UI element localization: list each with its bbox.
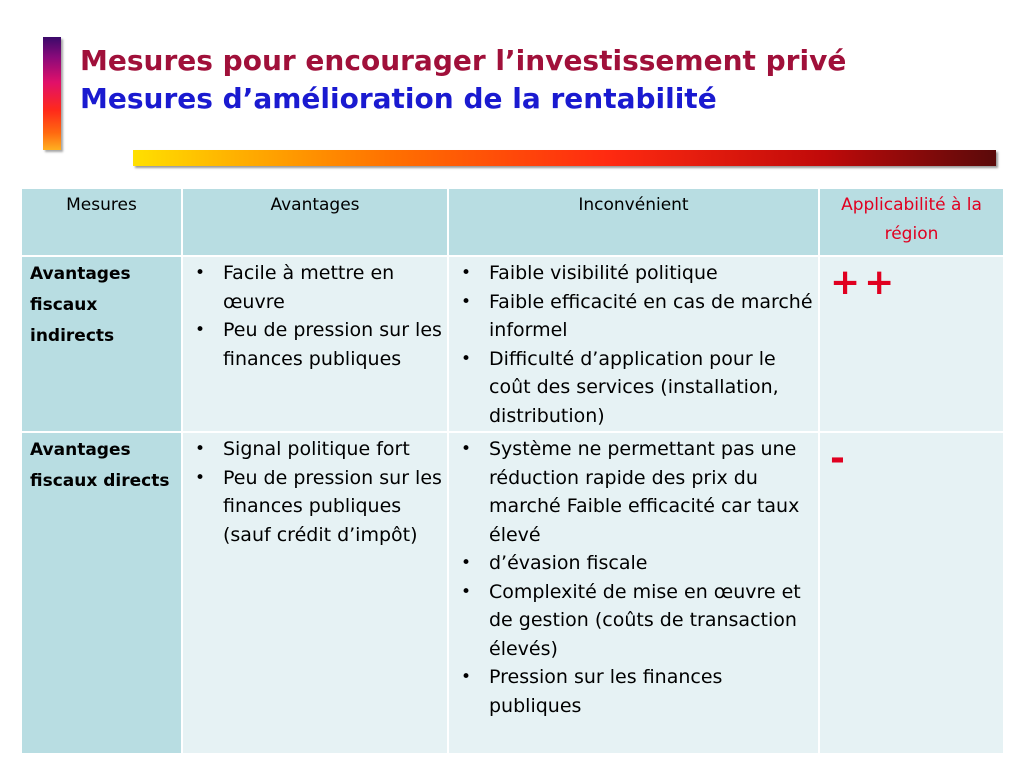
list-item: • Peu de pression sur les finances publiques (sauf crédit d’impôt): [183, 464, 447, 550]
applicability-score: -: [830, 438, 849, 479]
advantages-list: [183, 257, 447, 373]
list-item: • Facile à mettre en œuvre: [183, 259, 447, 316]
header-applicabilite: Applicabilité à la région: [819, 188, 1004, 256]
applicability-score: ++: [830, 262, 899, 303]
row-measure: Avantages fiscaux directs: [21, 432, 182, 754]
drawbacks-list: [449, 257, 818, 430]
title-line-1: Mesures pour encourager l’investissement privé: [80, 44, 847, 77]
list-item: • Difficulté d’application pour le coût des services (installation, distribution): [449, 345, 818, 431]
drawbacks-list: [449, 433, 818, 720]
advantages-list: [183, 433, 447, 549]
list-item: • d’évasion fiscale: [449, 549, 818, 578]
header-avantages: Avantages: [182, 188, 448, 256]
list-item: • Pression sur les finances publiques: [449, 663, 818, 720]
row-applicability: [819, 432, 1004, 754]
header-inconvenient: Inconvénient: [448, 188, 819, 256]
list-item: • Peu de pression sur les finances publiques: [183, 316, 447, 373]
list-item: • Complexité de mise en œuvre et de gestion (coûts de transaction élevés): [449, 578, 818, 664]
list-item: • Faible visibilité politique: [449, 259, 818, 288]
slide-title: [80, 42, 846, 118]
row-drawbacks: [448, 256, 819, 432]
table-row: [21, 432, 1004, 754]
list-item: • Système ne permettant pas une réduction rapide des prix du marché Faible efficacité car taux élevé: [449, 435, 818, 549]
row-advantages: [182, 432, 448, 754]
row-advantages: [182, 256, 448, 432]
list-item: • Signal politique fort: [183, 435, 447, 464]
decorative-vertical-bar: [43, 37, 61, 150]
header-mesures: Mesures: [21, 188, 182, 256]
list-item: • Faible efficacité en cas de marché informel: [449, 288, 818, 345]
table-row: [21, 256, 1004, 432]
table-header-row: [21, 188, 1004, 256]
row-drawbacks: [448, 432, 819, 754]
row-applicability: [819, 256, 1004, 432]
decorative-horizontal-bar: [133, 150, 996, 166]
row-measure: Avantages fiscaux indirects: [21, 256, 182, 432]
measures-table: [20, 187, 1005, 755]
title-line-2: Mesures d’amélioration de la rentabilité: [80, 82, 717, 115]
